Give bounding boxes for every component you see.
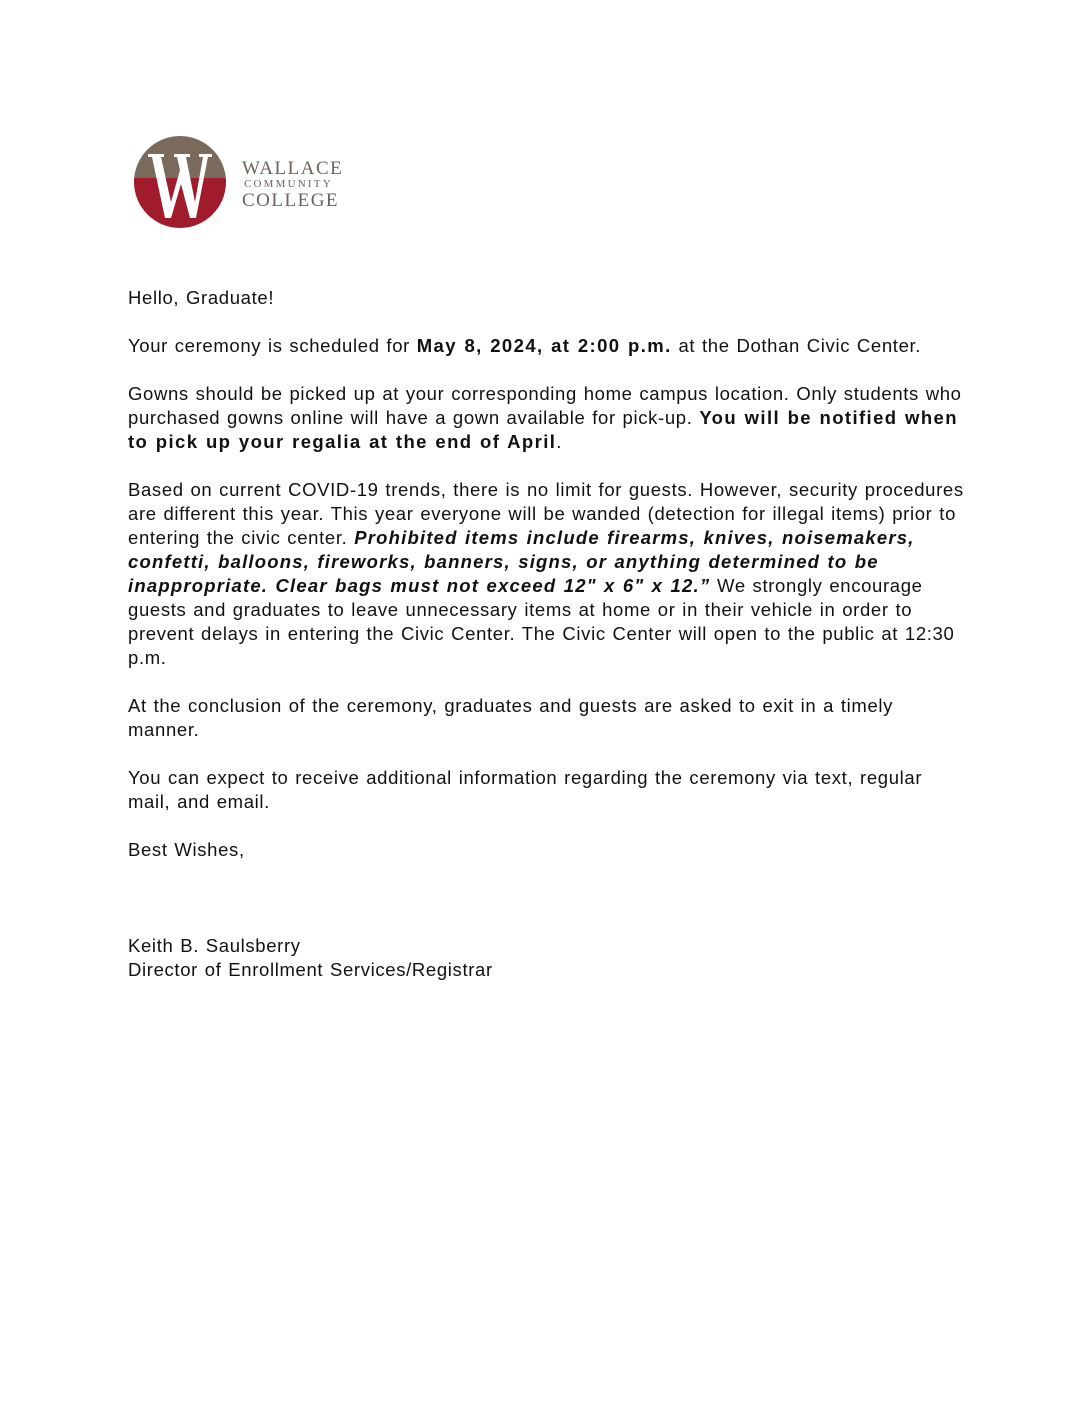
closing: Best Wishes, xyxy=(128,839,245,860)
signature-name: Keith B. Saulsberry xyxy=(128,935,301,956)
gowns-paragraph xyxy=(128,382,968,454)
greeting: Hello, Graduate! xyxy=(128,287,275,308)
prohibited-items-notice: Prohibited items include firearms, knives, noisemakers, confetti, balloons, fireworks, banners, signs, or anything determined to be inappropriate. Clear bags must not exceed 12" x 6" x 12.” xyxy=(128,527,915,596)
signature-block xyxy=(128,934,968,982)
additional-info-paragraph: You can expect to receive additional information regarding the ceremony via text, regular mail, and email. xyxy=(128,767,923,812)
signature-title: Director of Enrollment Services/Registrar xyxy=(128,959,493,980)
logo-line2: COMMUNITY xyxy=(244,178,333,190)
security-text-start: Based on current COVID-19 trends, there is no limit for guests. However, security procedures are different this year. This year everyone will be wanded (detection for illegal items) prior to entering the civic center. xyxy=(128,479,964,548)
ceremony-paragraph xyxy=(128,334,968,358)
ceremony-text-start: Your ceremony is scheduled for xyxy=(128,335,417,356)
gowns-text-start: Gowns should be picked up at your corresponding home campus location. Only students who purchased gowns online will have a gown available for pick-up. xyxy=(128,383,962,428)
ceremony-date: May 8, 2024, at 2:00 p.m. xyxy=(416,335,672,356)
exit-paragraph: At the conclusion of the ceremony, graduates and guests are asked to exit in a timely manner. xyxy=(128,695,894,740)
letter-body xyxy=(128,286,968,1006)
security-paragraph xyxy=(128,478,968,670)
ceremony-text-end: at the Dothan Civic Center. xyxy=(671,335,922,356)
college-logo-graphic xyxy=(134,132,374,232)
logo-line3: COLLEGE xyxy=(242,190,340,211)
regalia-notice: You will be notified when to pick up your regalia at the end of April xyxy=(128,407,958,452)
logo-line1: WALLACE xyxy=(242,158,344,179)
gowns-text-end: . xyxy=(556,431,563,452)
college-logo xyxy=(134,132,374,232)
security-text-end: We strongly encourage guests and graduates to leave unnecessary items at home or in their vehicle in order to prevent delays in entering the Civic Center. The Civic Center will open to the public at 12:30 p.m. xyxy=(128,575,955,668)
